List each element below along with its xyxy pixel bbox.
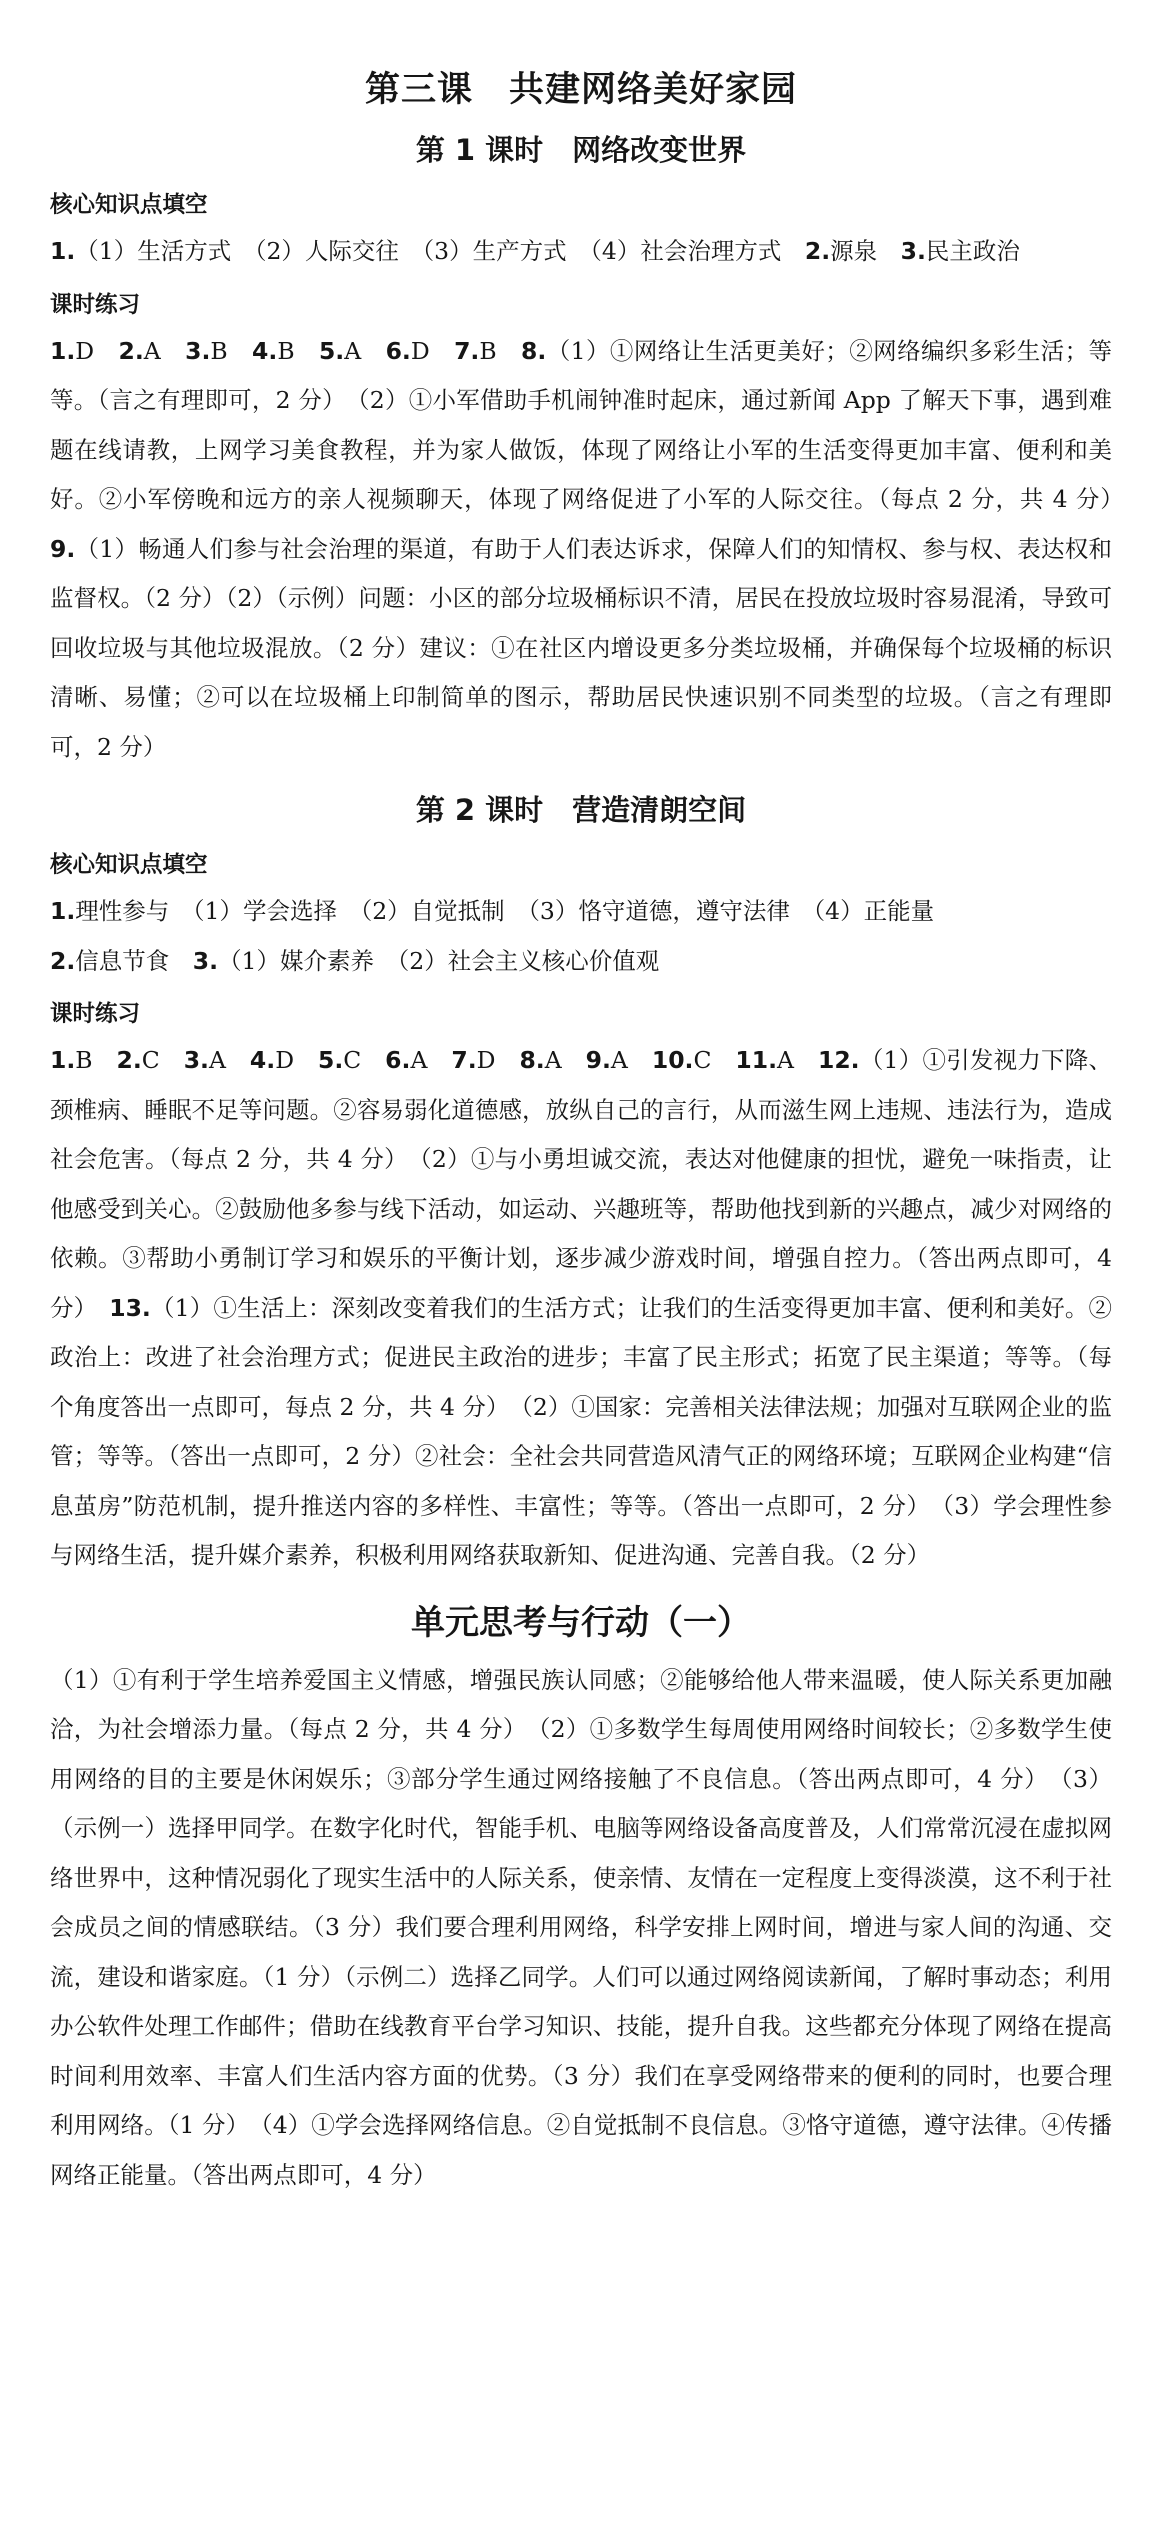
item-text: （1）①网络让生活更美好；②网络编织多彩生活；等等。（言之有理即可，2 分） （2）①小军借助手机闹钟准时起床，通过新闻 App 了解天下事，遇到难题在线请教，上网学习美食教程，并为家人做饭，体现了网络让小军的生活变得更加丰富、便利和美好。②小军傍晚和远方的亲人视频聊天，体现了网络促进了小军的人际交往。（每点 2 分，共 4 分） [50,336,1136,513]
item-number: 2. [118,336,144,365]
item-number: 11. [735,1046,778,1074]
item-text: C [141,1046,184,1074]
item-number: 3. [192,946,219,975]
part2-answers-paragraph [50,1036,1112,1581]
item-text: C [343,1046,386,1074]
item-text: 民主政治 [925,237,1020,265]
lesson-title: 第三课 共建网络美好家园 [364,70,797,110]
item-number: 9. [50,534,76,563]
unit-body: （1）①有利于学生培养爱国主义情感，增强民族认同感；②能够给他人带来温暖，使人际关系更加融洽，为社会增添力量。（每点 2 分，共 4 分） （2）①多数学生每周使用网络时间较长；②多数学生使用网络的目的主要是休闲娱乐；③部分学生通过网络接触了不良信息。（答出两点即可，4 分） （3）（示例一）选择甲同学。在数字化时代，智能手机、电脑等网络设备高度普及，人们常常沉浸在虚拟网络世界中，这种情况弱化了现实生活中的人际关系，使亲情、友情在一定程度上变得淡漠，这不利于社会成员之间的情感联结。（3 分）我们要合理利用网络，科学安排上网时间，增进与家人间的沟通、交流，建设和谐家庭。（1 分）（示例二）选择乙同学。人们可以通过网络阅读新闻，了解时事动态；利用办公软件处理工作邮件；借助在线教育平台学习知识、技能，提升自我。这些都充分体现了网络在提高时间利用效率、丰富人们生活内容方面的优势。（3 分）我们在享受网络带来的便利的同时，也要合理利用网络。（1 分） （4）①学会选择网络信息。②自觉抵制不良信息。③恪守道德，遵守法律。④传播网络正能量。（答出两点即可，4 分） [50,1665,1112,2189]
item-number: 3. [185,336,211,365]
item-number: 5. [317,1046,344,1074]
item-number: 10. [651,1046,694,1074]
item-text: （1）媒介素养 （2）社会主义核心价值观 [218,946,660,975]
part2-core-line1 [50,887,1112,937]
item-number: 1. [50,897,76,925]
part1-practice-label: 课时练习 [50,291,141,318]
item-number: 7. [451,1046,477,1074]
part1-title: 第 1 课时 网络改变世界 [415,133,747,167]
item-text: （1）生活方式 （2）人际交往 （3）生产方式 （4）社会治理方式 [75,237,805,265]
item-text: B [75,1046,117,1074]
part2-core-label: 核心知识点填空 [50,852,208,878]
item-number: 6. [385,1046,411,1074]
item-text: B [479,336,521,365]
item-text: （1）①生活上：深刻改变着我们的生活方式；让我们的生活变得更加丰富、便利和美好。②政治上：改进了社会治理方式；促进民主政治的进步；丰富了民主形式；拓宽了民主渠道；等等。（每个角度答出一点即可，每点 2 分，共 4 分） （2）①国家：完善相关法律法规；加强对互联网企业的监管；等等。（答出一点即可，2 分）②社会：全社会共同营造风清气正的网络环境；互联网企业构建“信息茧房”防范机制，提升推送内容的多样性、丰富性；等等。（答出一点即可，2 分） （3）学会理性参与网络生活，提升媒介素养，积极利用网络获取新知、促进沟通、完善自我。（2 分） [50,1293,1113,1569]
item-number: 7. [454,336,480,365]
item-number: 1. [50,336,76,365]
part1-core-paragraph [50,227,1112,277]
item-text: A [544,1046,586,1074]
item-number: 2. [804,237,831,265]
item-text: D [275,1046,318,1074]
item-text: A [777,1046,818,1074]
part1-core-label: 核心知识点填空 [50,192,208,218]
item-text: D [75,336,119,365]
item-number: 1. [50,237,76,265]
item-number: 4. [249,1046,276,1074]
item-text: B [277,336,319,365]
part2-title: 第 2 课时 营造清朗空间 [415,793,747,827]
item-number: 3. [900,237,926,265]
item-text: B [210,336,253,365]
item-number: 6. [385,336,411,365]
item-text: A [410,1046,452,1074]
item-text: A [143,336,186,365]
item-text: A [208,1046,250,1074]
item-text: A [344,336,386,365]
item-number: 8. [519,1046,545,1074]
item-number: 8. [520,336,547,365]
item-text: 信息节食 [75,946,193,975]
item-number: 4. [252,336,278,365]
part2-core-line2 [50,937,1112,987]
item-number: 2. [116,1046,142,1074]
item-text: A [610,1046,652,1074]
part1-answers-paragraph [50,327,1136,773]
item-number: 9. [585,1046,611,1074]
item-text: C [693,1046,736,1074]
item-number: 3. [183,1046,209,1074]
item-text: （1）畅通人们参与社会治理的渠道，有助于人们表达诉求，保障人们的知情权、参与权、表达权和监督权。（2 分）（2）（示例）问题：小区的部分垃圾桶标识不清，居民在投放垃圾时容易混淆，导致可回收垃圾与其他垃圾混放。（2 分）建议：①在社区内增设更多分类垃圾桶，并确保每个垃圾桶的标识清晰、易懂；②可以在垃圾桶上印制简单的图示，帮助居民快速识别不同类型的垃圾。（言之有理即可，2 分） [50,534,1112,761]
item-number: 12. [817,1046,860,1074]
item-text: 源泉 [830,237,901,265]
item-text: D [476,1046,520,1074]
item-text: （1）①引发视力下降、颈椎病、睡眠不足等问题。②容易弱化道德感，放纵自己的言行，从而滋生网上违规、违法行为，造成社会危害。（每点 2 分，共 4 分） （2）①与小勇坦诚交流，表达对他健康的担忧，避免一味指责，让他感受到关心。②鼓励他多参与线下活动，如运动、兴趣班等，帮助他找到新的兴趣点，减少对网络的依赖。③帮助小勇制订学习和娱乐的平衡计划，逐步减少游戏时间，增强自控力。（答出两点即可，4 分） [50,1046,1112,1322]
item-number: 5. [318,336,345,365]
item-number: 13. [109,1293,151,1322]
item-number: 2. [50,946,76,975]
item-text: D [410,336,455,365]
unit-title: 单元思考与行动（一） [411,1602,751,1643]
item-number: 1. [50,1046,76,1074]
part2-practice-label: 课时练习 [50,1001,141,1027]
item-text: 理性参与 （1）学会选择 （2）自觉抵制 （3）恪守道德，遵守法律 （4）正能量 [75,897,935,925]
